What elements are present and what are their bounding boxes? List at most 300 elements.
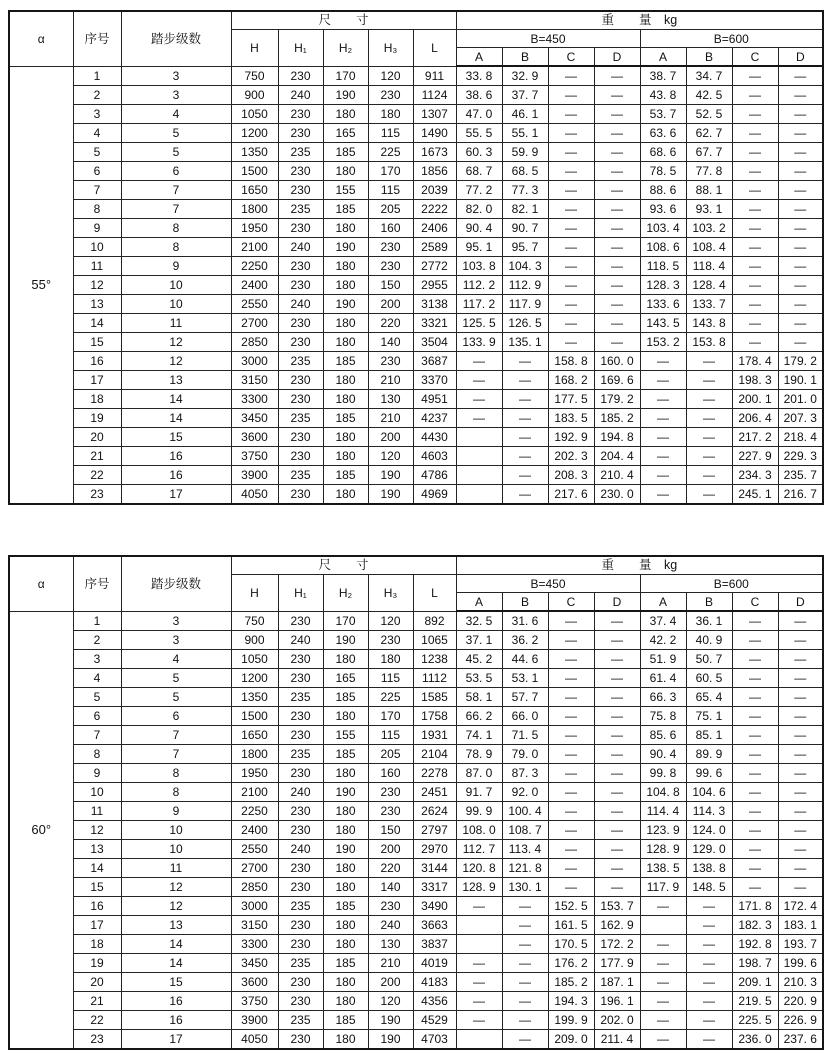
cell: 180 [323, 1030, 368, 1050]
cell: 210. 4 [594, 466, 640, 485]
cell: 225 [368, 688, 413, 707]
header-col-d450: D [594, 48, 640, 67]
cell: 17 [73, 916, 121, 935]
cell: — [778, 238, 823, 257]
cell: 227. 9 [732, 447, 778, 466]
cell: 235 [278, 745, 323, 764]
cell: 99. 8 [640, 764, 686, 783]
cell: 230 [278, 878, 323, 897]
cell: — [640, 371, 686, 390]
cell: 20 [73, 973, 121, 992]
cell: 3150 [231, 371, 278, 390]
table-row [9, 669, 823, 688]
cell: 16 [121, 992, 231, 1011]
cell: 230 [278, 314, 323, 333]
cell: 230 [278, 428, 323, 447]
cell: — [778, 200, 823, 219]
cell: 130 [368, 390, 413, 409]
cell: 183. 1 [778, 916, 823, 935]
cell: 75. 1 [686, 707, 732, 726]
cell: 93. 6 [640, 200, 686, 219]
cell: 179. 2 [778, 352, 823, 371]
cell: 138. 8 [686, 859, 732, 878]
cell: 3900 [231, 1011, 278, 1030]
cell: 3000 [231, 897, 278, 916]
cell: 91. 7 [456, 783, 502, 802]
table-row [9, 371, 823, 390]
cell: 200. 1 [732, 390, 778, 409]
cell: — [594, 238, 640, 257]
cell: 235 [278, 897, 323, 916]
cell: 45. 2 [456, 650, 502, 669]
cell: 112. 7 [456, 840, 502, 859]
cell: 115 [368, 124, 413, 143]
cell [456, 447, 502, 466]
cell: 180 [323, 371, 368, 390]
cell: — [732, 219, 778, 238]
cell: 53. 7 [640, 105, 686, 124]
cell: 180 [323, 162, 368, 181]
cell: 15 [73, 878, 121, 897]
cell: 3 [73, 650, 121, 669]
cell: 65. 4 [686, 688, 732, 707]
cell: 210 [368, 371, 413, 390]
cell: 1500 [231, 162, 278, 181]
cell: 190 [323, 783, 368, 802]
cell: 2400 [231, 276, 278, 295]
cell: 36. 2 [502, 631, 548, 650]
spec-table-55deg [8, 10, 824, 505]
cell: 104. 8 [640, 783, 686, 802]
cell: 168. 2 [548, 371, 594, 390]
cell: 8 [73, 745, 121, 764]
cell: — [686, 935, 732, 954]
cell: 47. 0 [456, 105, 502, 124]
cell: — [594, 105, 640, 124]
cell: 4183 [413, 973, 456, 992]
cell: 179. 2 [594, 390, 640, 409]
header-col-h1: H₁ [278, 30, 323, 67]
header-col-h2: H₂ [323, 30, 368, 67]
cell: — [548, 162, 594, 181]
cell: — [548, 314, 594, 333]
cell: 75. 8 [640, 707, 686, 726]
cell: 230. 0 [594, 485, 640, 505]
cell: — [640, 447, 686, 466]
cell: 15 [121, 973, 231, 992]
cell: 60. 5 [686, 669, 732, 688]
cell: 240 [278, 86, 323, 105]
cell: 77. 3 [502, 181, 548, 200]
table-row [9, 631, 823, 650]
cell: 62. 7 [686, 124, 732, 143]
cell: — [686, 428, 732, 447]
cell: — [548, 859, 594, 878]
cell: 200 [368, 428, 413, 447]
table-row [9, 688, 823, 707]
cell: — [778, 611, 823, 631]
cell: 2970 [413, 840, 456, 859]
cell: 204. 4 [594, 447, 640, 466]
cell: — [456, 992, 502, 1011]
cell: 2222 [413, 200, 456, 219]
cell: — [548, 276, 594, 295]
cell: 185 [323, 352, 368, 371]
cell [456, 916, 502, 935]
cell: — [594, 124, 640, 143]
cell: 14 [121, 390, 231, 409]
cell: 6 [73, 707, 121, 726]
cell: 113. 4 [502, 840, 548, 859]
cell: 4603 [413, 447, 456, 466]
table-row [9, 162, 823, 181]
header-step-count: 踏步级数 [121, 11, 231, 66]
cell: — [732, 859, 778, 878]
cell: 78. 5 [640, 162, 686, 181]
cell: 180 [323, 276, 368, 295]
cell: 230 [278, 726, 323, 745]
cell: 180 [323, 219, 368, 238]
header-col-d600: D [778, 593, 823, 612]
cell: 9 [121, 257, 231, 276]
cell: 1500 [231, 707, 278, 726]
cell: — [778, 745, 823, 764]
cell: 12 [73, 276, 121, 295]
cell: — [548, 333, 594, 352]
cell: — [732, 631, 778, 650]
cell: 8 [73, 200, 121, 219]
cell: 3490 [413, 897, 456, 916]
cell: 230 [278, 1030, 323, 1050]
cell: 190 [323, 238, 368, 257]
cell: — [640, 485, 686, 505]
cell: 230 [278, 162, 323, 181]
cell: 230 [278, 333, 323, 352]
table-row [9, 840, 823, 859]
cell: 117. 2 [456, 295, 502, 314]
cell: 22 [73, 466, 121, 485]
cell: 3 [121, 86, 231, 105]
cell: 4529 [413, 1011, 456, 1030]
cell: — [594, 219, 640, 238]
cell: 1931 [413, 726, 456, 745]
cell: 12 [121, 352, 231, 371]
cell: — [502, 1030, 548, 1050]
cell: 66. 2 [456, 707, 502, 726]
cell: 160 [368, 764, 413, 783]
cell: — [732, 105, 778, 124]
cell: 10 [73, 783, 121, 802]
cell: 143. 5 [640, 314, 686, 333]
cell: 120 [368, 611, 413, 631]
cell: — [502, 371, 548, 390]
header-col-c600: C [732, 593, 778, 612]
header-b450-group: B=450 [456, 30, 640, 48]
cell: 900 [231, 86, 278, 105]
cell: 14 [73, 859, 121, 878]
cell: 1800 [231, 745, 278, 764]
cell: — [732, 650, 778, 669]
cell: — [594, 783, 640, 802]
cell: — [732, 821, 778, 840]
cell: 196. 1 [594, 992, 640, 1011]
cell: 112. 9 [502, 276, 548, 295]
cell: — [778, 295, 823, 314]
cell: 180 [323, 973, 368, 992]
header-col-a450: A [456, 48, 502, 67]
cell: 16 [73, 897, 121, 916]
cell: 198. 7 [732, 954, 778, 973]
cell: 10 [121, 821, 231, 840]
cell: — [594, 726, 640, 745]
cell: — [594, 764, 640, 783]
cell: — [686, 390, 732, 409]
cell: 911 [413, 66, 456, 86]
cell: 235 [278, 352, 323, 371]
cell: — [686, 447, 732, 466]
table-body-55deg [9, 66, 823, 504]
cell: 31. 6 [502, 611, 548, 631]
cell: — [548, 238, 594, 257]
cell: 3 [73, 105, 121, 124]
cell: — [778, 162, 823, 181]
cell: 1050 [231, 650, 278, 669]
cell: 230 [278, 802, 323, 821]
cell: 240 [278, 840, 323, 859]
cell: 7 [121, 726, 231, 745]
cell: — [778, 86, 823, 105]
cell: 150 [368, 276, 413, 295]
cell: 125. 5 [456, 314, 502, 333]
cell: — [548, 631, 594, 650]
cell: 2451 [413, 783, 456, 802]
cell: 23 [73, 485, 121, 505]
cell: 190 [368, 485, 413, 505]
cell: 210 [368, 409, 413, 428]
header-b450-group: B=450 [456, 575, 640, 593]
cell: 140 [368, 333, 413, 352]
cell: — [456, 409, 502, 428]
cell [456, 935, 502, 954]
cell: 3900 [231, 466, 278, 485]
cell: 2772 [413, 257, 456, 276]
cell: 180 [323, 485, 368, 505]
cell: 217. 6 [548, 485, 594, 505]
cell: — [686, 897, 732, 916]
cell: 230 [368, 783, 413, 802]
cell: 68. 5 [502, 162, 548, 181]
table-row [9, 124, 823, 143]
cell: 185 [323, 688, 368, 707]
cell: 240 [278, 295, 323, 314]
cell: 63. 6 [640, 124, 686, 143]
cell: — [732, 840, 778, 859]
cell: 185 [323, 745, 368, 764]
cell: 230 [278, 485, 323, 505]
cell: 207. 3 [778, 409, 823, 428]
cell: — [548, 650, 594, 669]
cell: 170 [368, 162, 413, 181]
cell: 3150 [231, 916, 278, 935]
cell: 750 [231, 611, 278, 631]
cell: — [778, 276, 823, 295]
cell: 183. 5 [548, 409, 594, 428]
cell: 32. 5 [456, 611, 502, 631]
cell: — [778, 631, 823, 650]
cell: 2100 [231, 783, 278, 802]
cell: 3 [121, 631, 231, 650]
cell: 133. 7 [686, 295, 732, 314]
cell: 185. 2 [548, 973, 594, 992]
cell: — [594, 859, 640, 878]
cell: 180 [323, 764, 368, 783]
cell: 115 [368, 669, 413, 688]
cell: 202. 0 [594, 1011, 640, 1030]
cell: 12 [121, 878, 231, 897]
cell: 7 [121, 200, 231, 219]
cell: 180 [323, 105, 368, 124]
cell: 68. 7 [456, 162, 502, 181]
cell: — [456, 954, 502, 973]
cell: 20 [73, 428, 121, 447]
cell: — [548, 611, 594, 631]
cell: 3317 [413, 878, 456, 897]
table-row [9, 295, 823, 314]
cell: 120 [368, 992, 413, 1011]
cell: — [732, 707, 778, 726]
cell: 1490 [413, 124, 456, 143]
cell: 82. 1 [502, 200, 548, 219]
cell: 230 [278, 181, 323, 200]
cell: — [732, 181, 778, 200]
cell: — [594, 200, 640, 219]
cell: 93. 1 [686, 200, 732, 219]
cell: 185 [323, 1011, 368, 1030]
cell: — [732, 143, 778, 162]
table-row [9, 428, 823, 447]
cell: 205 [368, 745, 413, 764]
cell: 235 [278, 200, 323, 219]
cell: — [640, 954, 686, 973]
cell: 230 [278, 611, 323, 631]
cell: — [732, 611, 778, 631]
cell: 185 [323, 200, 368, 219]
cell: 3370 [413, 371, 456, 390]
cell: 6 [73, 162, 121, 181]
cell: 190 [323, 295, 368, 314]
cell: 18 [73, 390, 121, 409]
cell: 79. 0 [502, 745, 548, 764]
cell: — [594, 840, 640, 859]
cell: 235 [278, 466, 323, 485]
table-row [9, 276, 823, 295]
header-weight-group: 重 量 kg [456, 11, 823, 30]
cell: — [640, 390, 686, 409]
cell: 2850 [231, 878, 278, 897]
cell: 36. 1 [686, 611, 732, 631]
cell: 22 [73, 1011, 121, 1030]
cell: 172. 4 [778, 897, 823, 916]
cell: 2700 [231, 859, 278, 878]
cell: 13 [121, 371, 231, 390]
cell: — [594, 162, 640, 181]
cell: 180 [323, 390, 368, 409]
cell: 3000 [231, 352, 278, 371]
header-col-b450: B [502, 593, 548, 612]
cell: — [778, 105, 823, 124]
header-col-d450: D [594, 593, 640, 612]
header-col-l: L [413, 30, 456, 67]
cell: — [594, 314, 640, 333]
cell: 88. 6 [640, 181, 686, 200]
cell: — [502, 1011, 548, 1030]
cell: 108. 0 [456, 821, 502, 840]
cell: — [640, 466, 686, 485]
cell: 112. 2 [456, 276, 502, 295]
cell: 750 [231, 66, 278, 86]
cell: 103. 8 [456, 257, 502, 276]
cell: 180 [323, 447, 368, 466]
table-row [9, 821, 823, 840]
cell: — [686, 352, 732, 371]
cell: — [778, 333, 823, 352]
table-row [9, 181, 823, 200]
cell: 218. 4 [778, 428, 823, 447]
cell: 170 [323, 66, 368, 86]
cell: 185 [323, 897, 368, 916]
cell: — [778, 783, 823, 802]
cell: 53. 5 [456, 669, 502, 688]
cell: — [594, 86, 640, 105]
cell: 4050 [231, 485, 278, 505]
cell: — [594, 276, 640, 295]
header-b600-group: B=600 [640, 30, 823, 48]
cell: 4786 [413, 466, 456, 485]
cell: 14 [73, 314, 121, 333]
cell: 3663 [413, 916, 456, 935]
table-row [9, 105, 823, 124]
cell: 230 [278, 916, 323, 935]
header-col-h1: H₁ [278, 575, 323, 612]
cell: 3450 [231, 954, 278, 973]
cell: 1350 [231, 688, 278, 707]
cell: 155 [323, 181, 368, 200]
cell: — [732, 802, 778, 821]
cell: 120. 8 [456, 859, 502, 878]
cell: — [456, 1011, 502, 1030]
cell: — [502, 973, 548, 992]
cell: 229. 3 [778, 447, 823, 466]
table-row [9, 611, 823, 631]
cell: — [778, 802, 823, 821]
cell: — [456, 897, 502, 916]
cell: — [548, 257, 594, 276]
cell: — [732, 295, 778, 314]
cell: — [732, 878, 778, 897]
cell: 2250 [231, 257, 278, 276]
cell: — [640, 992, 686, 1011]
cell: 230 [278, 935, 323, 954]
cell: 2406 [413, 219, 456, 238]
cell: 180 [323, 859, 368, 878]
cell: 4 [73, 669, 121, 688]
cell: — [548, 878, 594, 897]
cell: 133. 6 [640, 295, 686, 314]
cell: 205 [368, 200, 413, 219]
cell: 103. 4 [640, 219, 686, 238]
cell: — [732, 162, 778, 181]
cell: 1800 [231, 200, 278, 219]
